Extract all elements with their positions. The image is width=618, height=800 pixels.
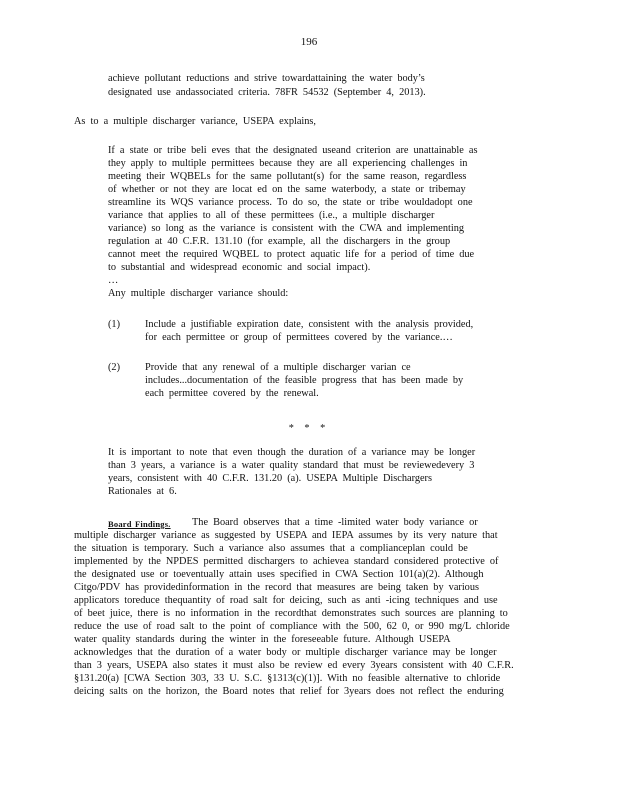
findings-heading: Board Findings. [108, 519, 171, 529]
quote-line: of whether or not they are locat ed on the same waterbody, a state or tribemay [108, 184, 466, 195]
findings-line: implemented by the NPDES permitted dischargers to achievea standard considered protective of [74, 556, 499, 567]
findings-line: applicators toreduce thequantity of road salt for deicing, such as anti -icing techniques and use [74, 595, 498, 606]
section-break-stars: * * * [288, 423, 330, 434]
should-line: Any multiple discharger variance should: [108, 288, 289, 299]
quote-line: designated use andassociated criteria. 78FR 54532 (September 4, 2013). [108, 87, 426, 98]
ellipsis: … [108, 275, 119, 286]
quote-line: to substantial and widespread economic and social impact). [108, 262, 371, 273]
findings-line: multiple discharger variance as suggested by USEPA and IEPA assumes by its very nature that [74, 530, 498, 541]
intro-paragraph: As to a multiple discharger variance, USEPA explains, [74, 116, 316, 127]
quote-line: years, consistent with 40 C.F.R. 131.20 (a). USEPA Multiple Dischargers [108, 473, 432, 484]
findings-line: §131.20(a) [CWA Section 303, 33 U. S.C. §1313(c)(1)]. With no feasible alternative to chloride [74, 673, 501, 684]
list-item-line: Provide that any renewal of a multiple discharger varian ce [145, 362, 411, 373]
list-number: (1) [108, 319, 121, 330]
quote-line: regulation at 40 C.F.R. 131.10 (for example, all the dischargers in the group [108, 236, 451, 247]
quote-line: meeting their WQBELs for the same pollutant(s) for the same reason, regardless [108, 171, 467, 182]
quote-line: Rationales at 6. [108, 486, 177, 497]
findings-line: acknowledges that the duration of a water body or multiple discharger variance may be longer [74, 647, 497, 658]
quote-line: they apply to multiple permittees because they are all experiencing challenges in [108, 158, 468, 169]
list-item-line: includes...documentation of the feasible progress that has been made by [145, 375, 464, 386]
quote-line: variance that applies to all of these permittees (i.e., a multiple discharger [108, 210, 435, 221]
findings-line: the designated use or toeventually attain uses specified in CWA Section 101(a)(2). Although [74, 569, 484, 580]
list-item-line: Include a justifiable expiration date, consistent with the analysis provided, [145, 319, 474, 330]
page-number: 196 [300, 36, 318, 48]
quote-line: streamline its WQS variance process. To do so, the state or tribe wouldadopt one [108, 197, 473, 208]
findings-line: reduce the use of road salt to the point of compliance with the 500, 62 0, or 990 mg/L chloride [74, 621, 510, 632]
list-item-line: each permittee covered by the renewal. [145, 388, 319, 399]
quote-line: It is important to note that even though the duration of a variance may be longer [108, 447, 476, 458]
findings-line: deicing salts on the horizon, the Board notes that relief for 3years does not reflect the enduring [74, 686, 504, 697]
quote-line: If a state or tribe beli eves that the designated useand criterion are unattainable as [108, 145, 478, 156]
findings-line: water quality standards during the winter in the foreseeable future. Although USEPA [74, 634, 451, 645]
findings-line: Citgo/PDV has providedinformation in the record that measures are being taken by various [74, 582, 479, 593]
quote-line: variance) so long as the variance is consistent with the CWA and implementing [108, 223, 464, 234]
quote-line: than 3 years, a variance is a water quality standard that must be reviewedevery 3 [108, 460, 475, 471]
findings-line: than 3 years, USEPA also states it must also be review ed every 3years consistent with 40 C.F.R. [74, 660, 514, 671]
findings-line: The Board observes that a time -limited water body variance or [192, 517, 478, 528]
findings-line: of beet juice, there is no information in the recordthat demonstrates such sources are planning to [74, 608, 508, 619]
list-item-line: for each permittee or group of permittees covered by the variance.… [145, 332, 453, 343]
quote-line: cannot meet the required WQBEL to protect aquatic life for a period of time due [108, 249, 475, 260]
quote-line: achieve pollutant reductions and strive towardattaining the water body’s [108, 73, 425, 84]
findings-line: the situation is temporary. Such a variance also assumes that a complianceplan could be [74, 543, 468, 554]
list-number: (2) [108, 362, 121, 373]
